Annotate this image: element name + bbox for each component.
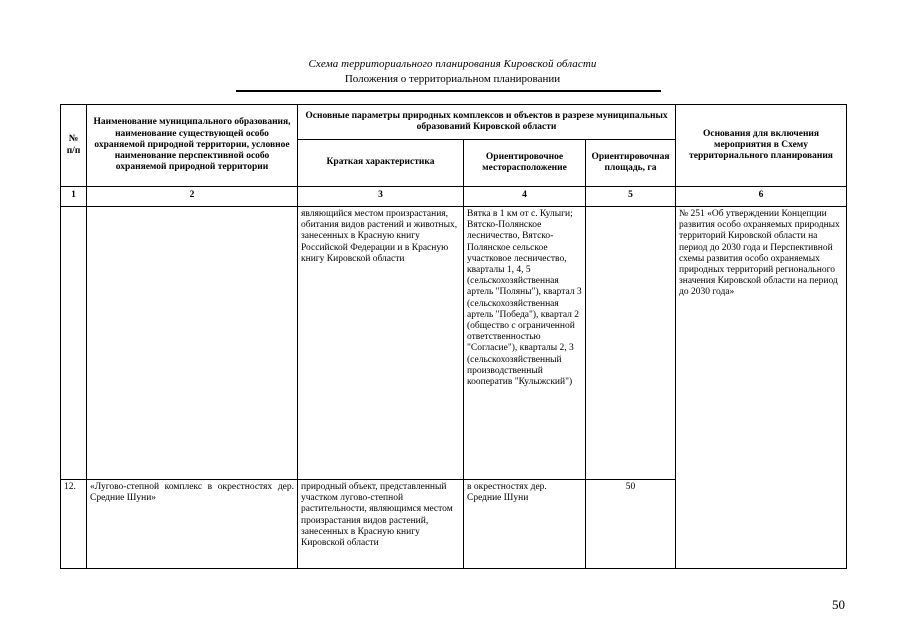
row-basis: № 251 «Об утверждении Концепции развития особо охраняемых природных территорий Кировской области на период до 2030 года и Перспективной схемы развития особо охраняемых природных территорий регионального значения Кировской области на период до 2030 года» bbox=[676, 207, 847, 480]
col-number: 6 bbox=[676, 187, 847, 207]
col-number: 1 bbox=[61, 187, 87, 207]
document-subtitle: Положения о территориальном планировании bbox=[344, 73, 561, 85]
header-rule bbox=[236, 90, 661, 92]
row-num bbox=[61, 207, 87, 480]
col-number: 5 bbox=[586, 187, 676, 207]
document-title: Схема территориального планирования Кировской области bbox=[308, 58, 597, 70]
column-number-row bbox=[61, 187, 847, 207]
row-characteristic: природный объект, представленный участком лугово-степной растительности, являющимся местом произрастания видов растений, занесенных в Красную книгу Кировской области bbox=[298, 480, 464, 569]
row-area bbox=[586, 207, 676, 480]
header-area: Ориентировочная площадь, га bbox=[586, 140, 676, 187]
row-name bbox=[87, 207, 298, 480]
row-characteristic: являющийся местом произрастания, обитания видов растений и животных, занесенных в Красную книгу Российской Федерации и в Красную книгу Кировской области bbox=[298, 207, 464, 480]
planning-table bbox=[60, 104, 847, 569]
header-params-group: Основные параметры природных комплексов и объектов в разрезе муниципальных образований Кировской области bbox=[298, 105, 676, 140]
row-name: «Лугово-степной комплекс в окрестностях дер. Средние Шуни» bbox=[87, 480, 298, 569]
row-basis bbox=[676, 480, 847, 569]
table-row bbox=[61, 207, 847, 480]
header-name: Наименование муниципального образования, наименование существующей особо охраняемой природной территории, условное наименование перспективной особо охраняемой природной территории bbox=[87, 105, 298, 187]
table-row bbox=[61, 480, 847, 569]
header-num: № п/п bbox=[61, 105, 87, 187]
row-location: в окрестностях дер. Средние Шуни bbox=[464, 480, 586, 569]
header-basis: Основания для включения мероприятия в Схему территориального планирования bbox=[676, 105, 847, 187]
header-characteristic: Краткая характеристика bbox=[298, 140, 464, 187]
row-location: Вятка в 1 км от с. Кулыги; Вятско-Полянское лесничество, Вятско-Полянское сельское участковое лесничество, кварталы 1, 4, 5 (сельскохозяйственная артель "Поляны"), квартал 3 (сельскохозяйственная артель "Победа"), квартал 2 (общество с ограниченной ответственностью "Согласие"), кварталы 2, 3 (сельскохозяйственный производственный кооператив "Кулыжский") bbox=[464, 207, 586, 480]
col-number: 4 bbox=[464, 187, 586, 207]
col-number: 2 bbox=[87, 187, 298, 207]
row-num: 12. bbox=[61, 480, 87, 569]
page-number: 50 bbox=[832, 597, 845, 612]
header-location: Ориентировочное месторасположение bbox=[464, 140, 586, 187]
row-area: 50 bbox=[586, 480, 676, 569]
col-number: 3 bbox=[298, 187, 464, 207]
